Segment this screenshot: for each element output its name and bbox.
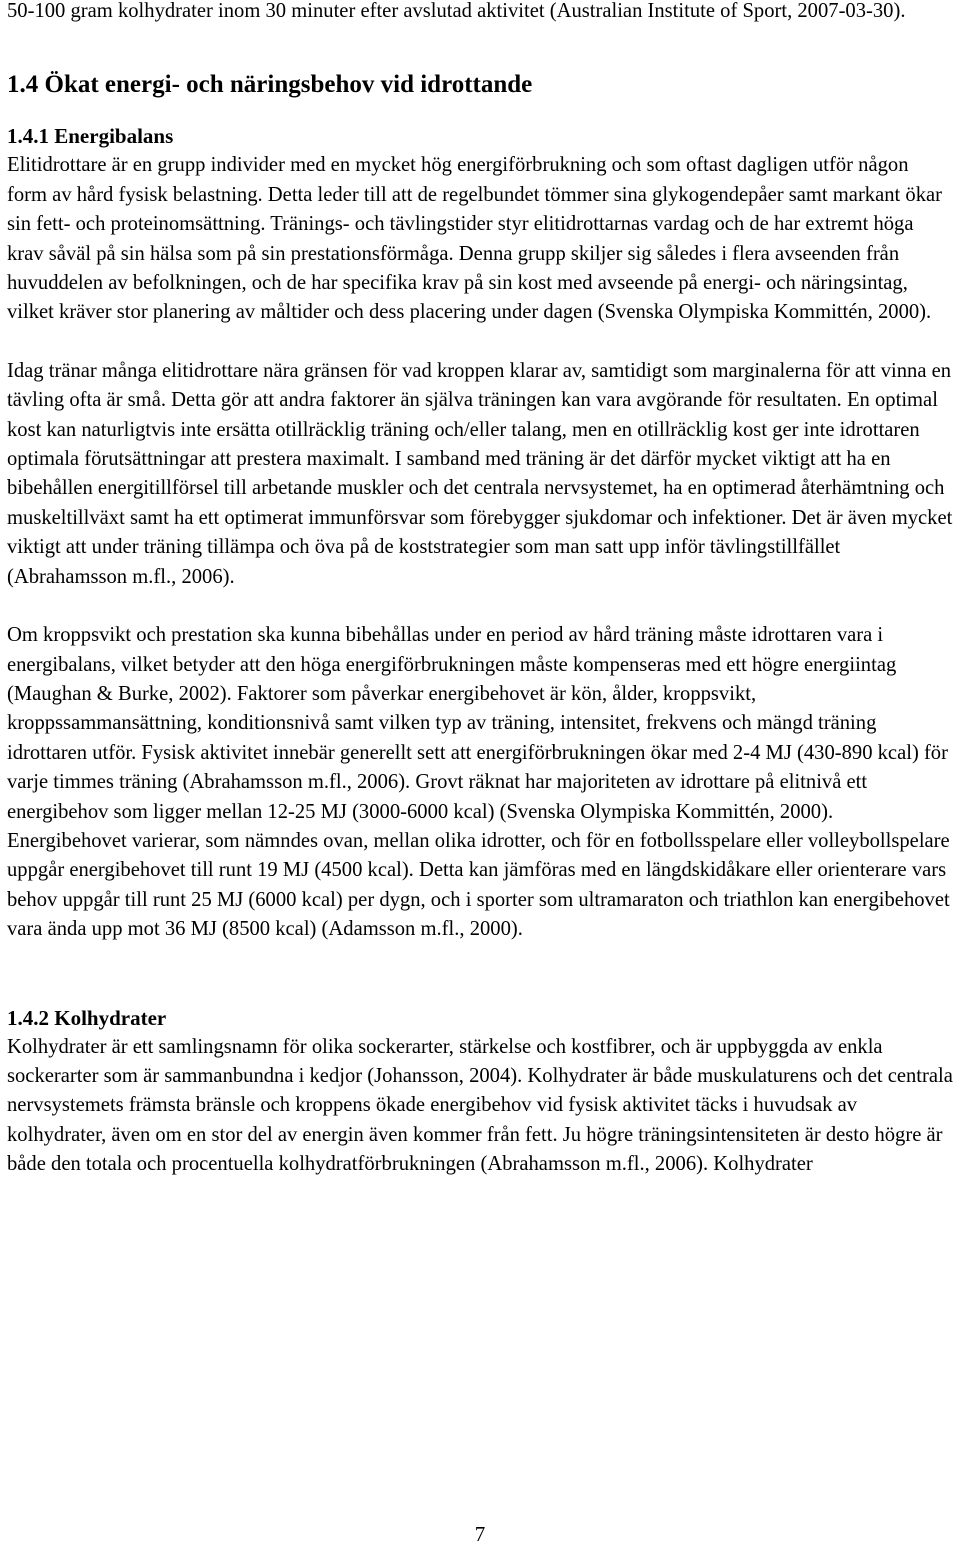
paragraph-energibalans-3: Om kroppsvikt och prestation ska kunna bibehållas under en period av hård träning måste idrottaren vara i energibalans, vilket betyder att den höga energiförbrukningen måste kompenseras med ett högre energiintag (Maughan & Burke, 2002). Faktorer som påverkar energibehovet är kön, ålder, kroppsvikt, kroppssammansättning, konditionsnivå samt vilken typ av träning, intensitet, frekvens och mängd träning idrottaren utför. Fysisk aktivitet innebär generellt sett att energiförbrukningen ökar med 2-4 MJ (430-890 kcal) för varje timmes träning (Abrahamsson m.fl., 2006). Grovt räknat har majoriteten av idrottare på elitnivå ett energibehov som ligger mellan 12-25 MJ (3000-6000 kcal) (Svenska Olympiska Kommittén, 2000). Energibehovet varierar, som nämndes ovan, mellan olika idrotter, och för en fotbollsspelare eller volleybollspelare uppgår energibehovet till runt 19 MJ (4500 kcal). Detta kan jämföras med en längdskidåkare eller orienterare vars behov uppgår till runt 25 MJ (6000 kcal) per dygn, och i sporter som ultramaraton och triathlon kan energibehovet vara ända upp mot 36 MJ (8500 kcal) (Adamsson m.fl., 2000). [7, 624, 950, 941]
paragraph-kolhydrater: Kolhydrater är ett samlingsnamn för olika sockerarter, stärkelse och kostfibrer, och är uppbyggda av enkla sockerarter som är sammanbundna i kedjor (Johansson, 2004). Kolhydrater är både muskulaturens och det centrala nervsystemets främsta bränsle och kroppens ökade energibehov vid fysisk aktivitet täcks i huvudsak av kolhydrater, även om en stor del av energin även kommer från fett. Ju högre träningsintensiteten är desto högre är både den totala och procentuella kolhydratförbrukningen (Abrahamsson m.fl., 2006). Kolhydrater [7, 1035, 953, 1176]
paragraph-energibalans-1: Elitidrottare är en grupp individer med en mycket hög energiförbrukning och som oftast dagligen utför någon form av hård fysisk belastning. Detta leder till att de regelbundet tömmer sina glykogendepåer samt markant ökar sin fett- och proteinomsättning. Tränings- och tävlingstider styr elitidrottarnas vardag och de har extremt höga krav såväl på sin hälsa som på sin prestationsförmåga. Denna grupp skiljer sig således i flera avseenden från huvuddelen av befolkningen, och de har specifika krav på sin kost med avseende på energi- och näringsintag, vilket kräver stor planering av måltider och dess placering under dagen (Svenska Olympiska Kommittén, 2000). [7, 154, 943, 324]
intro-paragraph: 50-100 gram kolhydrater inom 30 minuter efter avslutad aktivitet (Australian Institute of Sport, 2007-03-30). [7, 0, 906, 22]
subsection-heading-kolhydrater: 1.4.2 Kolhydrater [7, 1005, 167, 1030]
subsection-heading-energibalans: 1.4.1 Energibalans [7, 124, 174, 149]
paragraph-energibalans-2: Idag tränar många elitidrottare nära gränsen för vad kroppen klarar av, samtidigt som marginalerna för att vinna en tävling ofta är små. Detta gör att andra faktorer än själva träningen kan vara avgörande för resultaten. En optimal kost kan naturligtvis inte ersätta otillräcklig träning och/eller talang, men en otillräcklig kost ger inte idrottaren optimala förutsättningar att prestera maximalt. I samband med träning är det därför mycket viktigt att ha en bibehållen energitillförsel till arbetande muskler och det centrala nervsystemet, ha en optimerad återhämtning och muskeltillväxt samt ha ett optimerat immunförsvar som förebygger sjukdomar och infektioner. Det är även mycket viktigt att under träning tillämpa och öva på de koststrategier som man satt upp inför tävlingstillfället (Abrahamsson m.fl., 2006). [7, 359, 953, 588]
document-page [7, 0, 953, 1180]
section-heading: 1.4 Ökat energi- och näringsbehov vid idrottande [7, 71, 533, 99]
page-number: 7 [474, 1522, 486, 1546]
